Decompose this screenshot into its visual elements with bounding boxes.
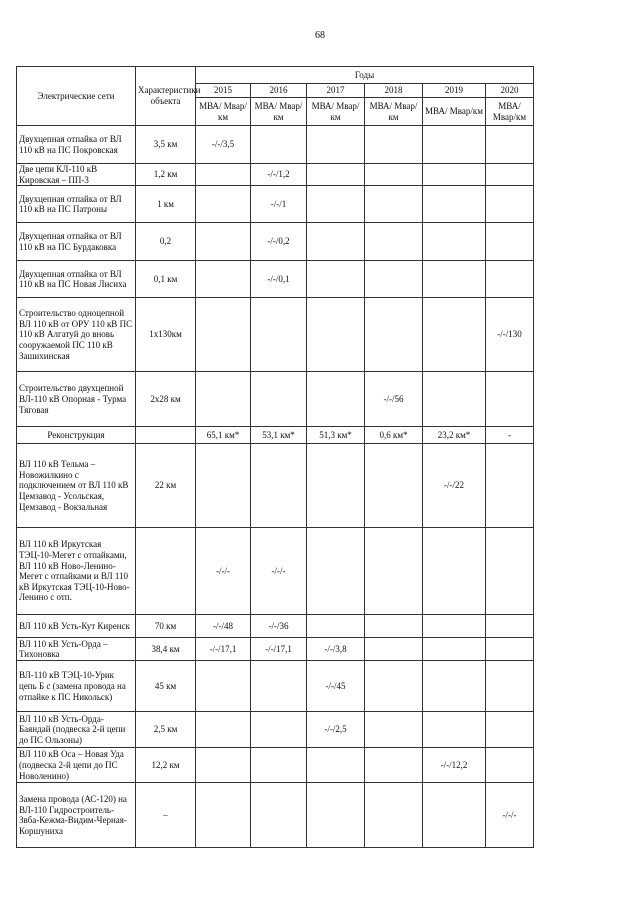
year-value-cell: -/-/12,2 — [423, 748, 486, 783]
year-value-cell — [196, 783, 251, 848]
network-name-cell: ВЛ 110 кВ Оса – Новая Уда (подвеска 2-й цепи до ПС Новоленино) — [17, 748, 136, 783]
year-value-cell — [307, 615, 365, 638]
year-value-cell: -/-/48 — [196, 615, 251, 638]
table-row — [17, 223, 534, 261]
year-value-cell: -/-/3,5 — [196, 126, 251, 164]
unit-header: МВА/ Мвар/км — [307, 98, 365, 126]
year-value-cell — [365, 615, 423, 638]
year-value-cell: -/-/0,1 — [251, 261, 307, 298]
year-header: 2018 — [365, 84, 423, 98]
year-value-cell — [365, 444, 423, 528]
table-row — [17, 164, 534, 186]
network-name-cell: Строительство одноцепной ВЛ 110 кВ от ОРУ 110 кВ ПС 110 кВ Алгатуй до вновь сооружаемой ПС 110 кВ Зашихинская — [17, 298, 136, 372]
year-value-cell — [423, 298, 486, 372]
year-value-cell — [251, 748, 307, 783]
table-row — [17, 186, 534, 223]
characteristic-cell: 38,4 км — [136, 638, 196, 661]
year-value-cell: -/-/45 — [307, 661, 365, 712]
year-value-cell — [423, 164, 486, 186]
unit-header: МВА/ Мвар/км — [486, 98, 534, 126]
year-value-cell: -/-/3,8 — [307, 638, 365, 661]
year-value-cell — [307, 783, 365, 848]
year-value-cell — [196, 164, 251, 186]
network-name-cell: Две цепи КЛ-110 кВ Кировская – ПП-3 — [17, 164, 136, 186]
year-value-cell — [365, 712, 423, 748]
year-value-cell — [486, 186, 534, 223]
year-value-cell — [423, 261, 486, 298]
table-row — [17, 783, 534, 848]
table-row — [17, 261, 534, 298]
year-value-cell — [365, 298, 423, 372]
network-name-cell: Двухцепная отпайка от ВЛ 110 кВ на ПС Патроны — [17, 186, 136, 223]
table-row — [17, 712, 534, 748]
year-value-cell — [365, 126, 423, 164]
characteristics-header: Характеристики объекта — [136, 67, 196, 126]
electric-networks-table — [16, 66, 534, 848]
year-value-cell — [307, 528, 365, 615]
network-name-cell: ВЛ 110 кВ Усть-Орда – Тихоновка — [17, 638, 136, 661]
year-value-cell: -/-/56 — [365, 372, 423, 427]
network-header: Электрические сети — [17, 67, 136, 126]
year-value-cell — [423, 615, 486, 638]
year-value-cell: 0,6 км* — [365, 427, 423, 444]
year-value-cell: -/-/36 — [251, 615, 307, 638]
year-value-cell — [196, 298, 251, 372]
year-header: 2017 — [307, 84, 365, 98]
year-value-cell — [423, 783, 486, 848]
year-value-cell — [196, 261, 251, 298]
table-row — [17, 298, 534, 372]
year-value-cell — [307, 298, 365, 372]
characteristic-cell: 0,1 км — [136, 261, 196, 298]
network-name-cell: Двухцепная отпайка от ВЛ 110 кВ на ПС Покровская — [17, 126, 136, 164]
year-value-cell: 51,3 км* — [307, 427, 365, 444]
network-name-cell: Реконструкция — [17, 427, 136, 444]
network-name-cell: Замена провода (АС-120) на ВЛ-110 Гидростроитель-Звба-Кежма-Видим-Черная-Коршуниха — [17, 783, 136, 848]
network-name-cell: ВЛ-110 кВ ТЭЦ-10-Урик цепь Б с (замена провода на отпайке к ПС Никольск) — [17, 661, 136, 712]
year-value-cell — [486, 126, 534, 164]
year-value-cell — [486, 223, 534, 261]
network-name-cell: Двухцепная отпайка от ВЛ 110 кВ на ПС Бурдаковка — [17, 223, 136, 261]
characteristic-cell: 1х130км — [136, 298, 196, 372]
year-value-cell — [251, 783, 307, 848]
year-value-cell: -/-/22 — [423, 444, 486, 528]
network-name-cell: Двухцепная отпайка от ВЛ 110 кВ на ПС Новая Лисиха — [17, 261, 136, 298]
table-row — [17, 126, 534, 164]
table-row — [17, 444, 534, 528]
table-row — [17, 427, 534, 444]
year-value-cell — [196, 661, 251, 712]
year-value-cell — [251, 444, 307, 528]
year-value-cell — [196, 444, 251, 528]
year-value-cell — [486, 712, 534, 748]
year-value-cell — [486, 261, 534, 298]
year-value-cell — [307, 261, 365, 298]
unit-header: МВА/ Мвар/км — [423, 98, 486, 126]
year-value-cell — [196, 372, 251, 427]
year-value-cell: 65,1 км* — [196, 427, 251, 444]
year-value-cell — [423, 528, 486, 615]
network-name-cell: ВЛ 110 кВ Иркутская ТЭЦ-10-Мегет с отпайками, ВЛ 110 кВ Ново-Ленино-Мегет с отпайками и ВЛ 110 кВ Иркутская ТЭЦ-10-Ново-Ленино с отп. — [17, 528, 136, 615]
characteristic-cell: 22 км — [136, 444, 196, 528]
year-value-cell — [365, 164, 423, 186]
year-value-cell — [365, 661, 423, 712]
years-header: Годы — [196, 67, 534, 84]
year-value-cell — [365, 528, 423, 615]
unit-header: МВА/ Мвар/км — [196, 98, 251, 126]
year-value-cell: -/-/1,2 — [251, 164, 307, 186]
year-value-cell — [196, 748, 251, 783]
characteristic-cell: 2,5 км — [136, 712, 196, 748]
year-value-cell — [307, 748, 365, 783]
year-value-cell: -/-/17,1 — [196, 638, 251, 661]
year-value-cell: 23,2 км* — [423, 427, 486, 444]
page-number: 68 — [315, 30, 325, 41]
year-header: 2016 — [251, 84, 307, 98]
year-value-cell — [307, 186, 365, 223]
year-value-cell — [365, 223, 423, 261]
year-value-cell — [486, 528, 534, 615]
table-row — [17, 638, 534, 661]
year-value-cell — [486, 638, 534, 661]
year-value-cell: -/-/1 — [251, 186, 307, 223]
year-value-cell — [486, 372, 534, 427]
year-value-cell — [486, 615, 534, 638]
characteristic-cell: 1 км — [136, 186, 196, 223]
characteristic-cell: 45 км — [136, 661, 196, 712]
year-value-cell — [423, 126, 486, 164]
year-value-cell — [307, 372, 365, 427]
table-row — [17, 661, 534, 712]
characteristic-cell: 3,5 км — [136, 126, 196, 164]
characteristic-cell — [136, 528, 196, 615]
year-value-cell — [365, 748, 423, 783]
year-value-cell — [307, 444, 365, 528]
year-value-cell — [251, 372, 307, 427]
unit-header: МВА/ Мвар/км — [251, 98, 307, 126]
network-name-cell: ВЛ 110 кВ Усть-Кут Киренск — [17, 615, 136, 638]
year-value-cell — [307, 223, 365, 261]
year-value-cell — [307, 126, 365, 164]
characteristic-cell: 0,2 — [136, 223, 196, 261]
characteristic-cell: 2х28 км — [136, 372, 196, 427]
year-value-cell — [486, 748, 534, 783]
year-value-cell — [423, 223, 486, 261]
year-value-cell: -/-/17,1 — [251, 638, 307, 661]
year-value-cell: -/-/- — [486, 783, 534, 848]
year-value-cell — [423, 712, 486, 748]
year-value-cell — [423, 372, 486, 427]
year-value-cell — [365, 783, 423, 848]
year-value-cell — [365, 186, 423, 223]
year-value-cell — [486, 444, 534, 528]
table-row — [17, 372, 534, 427]
year-value-cell: - — [486, 427, 534, 444]
year-header: 2019 — [423, 84, 486, 98]
year-header: 2020 — [486, 84, 534, 98]
year-header: 2015 — [196, 84, 251, 98]
year-value-cell — [423, 661, 486, 712]
year-value-cell — [423, 186, 486, 223]
year-value-cell: 53,1 км* — [251, 427, 307, 444]
year-value-cell — [196, 186, 251, 223]
unit-header: МВА/ Мвар/км — [365, 98, 423, 126]
year-value-cell — [196, 223, 251, 261]
year-value-cell: -/-/0,2 — [251, 223, 307, 261]
year-value-cell — [365, 638, 423, 661]
network-name-cell: ВЛ 110 кВ Усть-Орда-Баяндай (подвеска 2-й цепи до ПС Ользоны) — [17, 712, 136, 748]
network-name-cell: ВЛ 110 кВ Тельма – Новожилкино с подключением от ВЛ 110 кВ Цемзавод - Усольская, Цемзавод - Вокзальная — [17, 444, 136, 528]
table-row — [17, 528, 534, 615]
year-value-cell — [251, 126, 307, 164]
year-value-cell: -/-/- — [251, 528, 307, 615]
network-name-cell: Строительство двухцепной ВЛ-110 кВ Опорная - Турма Тяговая — [17, 372, 136, 427]
year-value-cell — [423, 638, 486, 661]
year-value-cell — [486, 164, 534, 186]
year-value-cell: -/-/130 — [486, 298, 534, 372]
year-value-cell — [251, 298, 307, 372]
characteristic-cell: 12,2 км — [136, 748, 196, 783]
characteristic-cell — [136, 427, 196, 444]
year-value-cell: -/-/- — [196, 528, 251, 615]
year-value-cell — [365, 261, 423, 298]
characteristic-cell: 70 км — [136, 615, 196, 638]
year-value-cell — [307, 164, 365, 186]
table-row — [17, 615, 534, 638]
year-value-cell — [196, 712, 251, 748]
year-value-cell: -/-/2,5 — [307, 712, 365, 748]
year-value-cell — [251, 661, 307, 712]
characteristic-cell: 1,2 км — [136, 164, 196, 186]
year-value-cell — [251, 712, 307, 748]
table-row — [17, 748, 534, 783]
characteristic-cell: – — [136, 783, 196, 848]
year-value-cell — [486, 661, 534, 712]
